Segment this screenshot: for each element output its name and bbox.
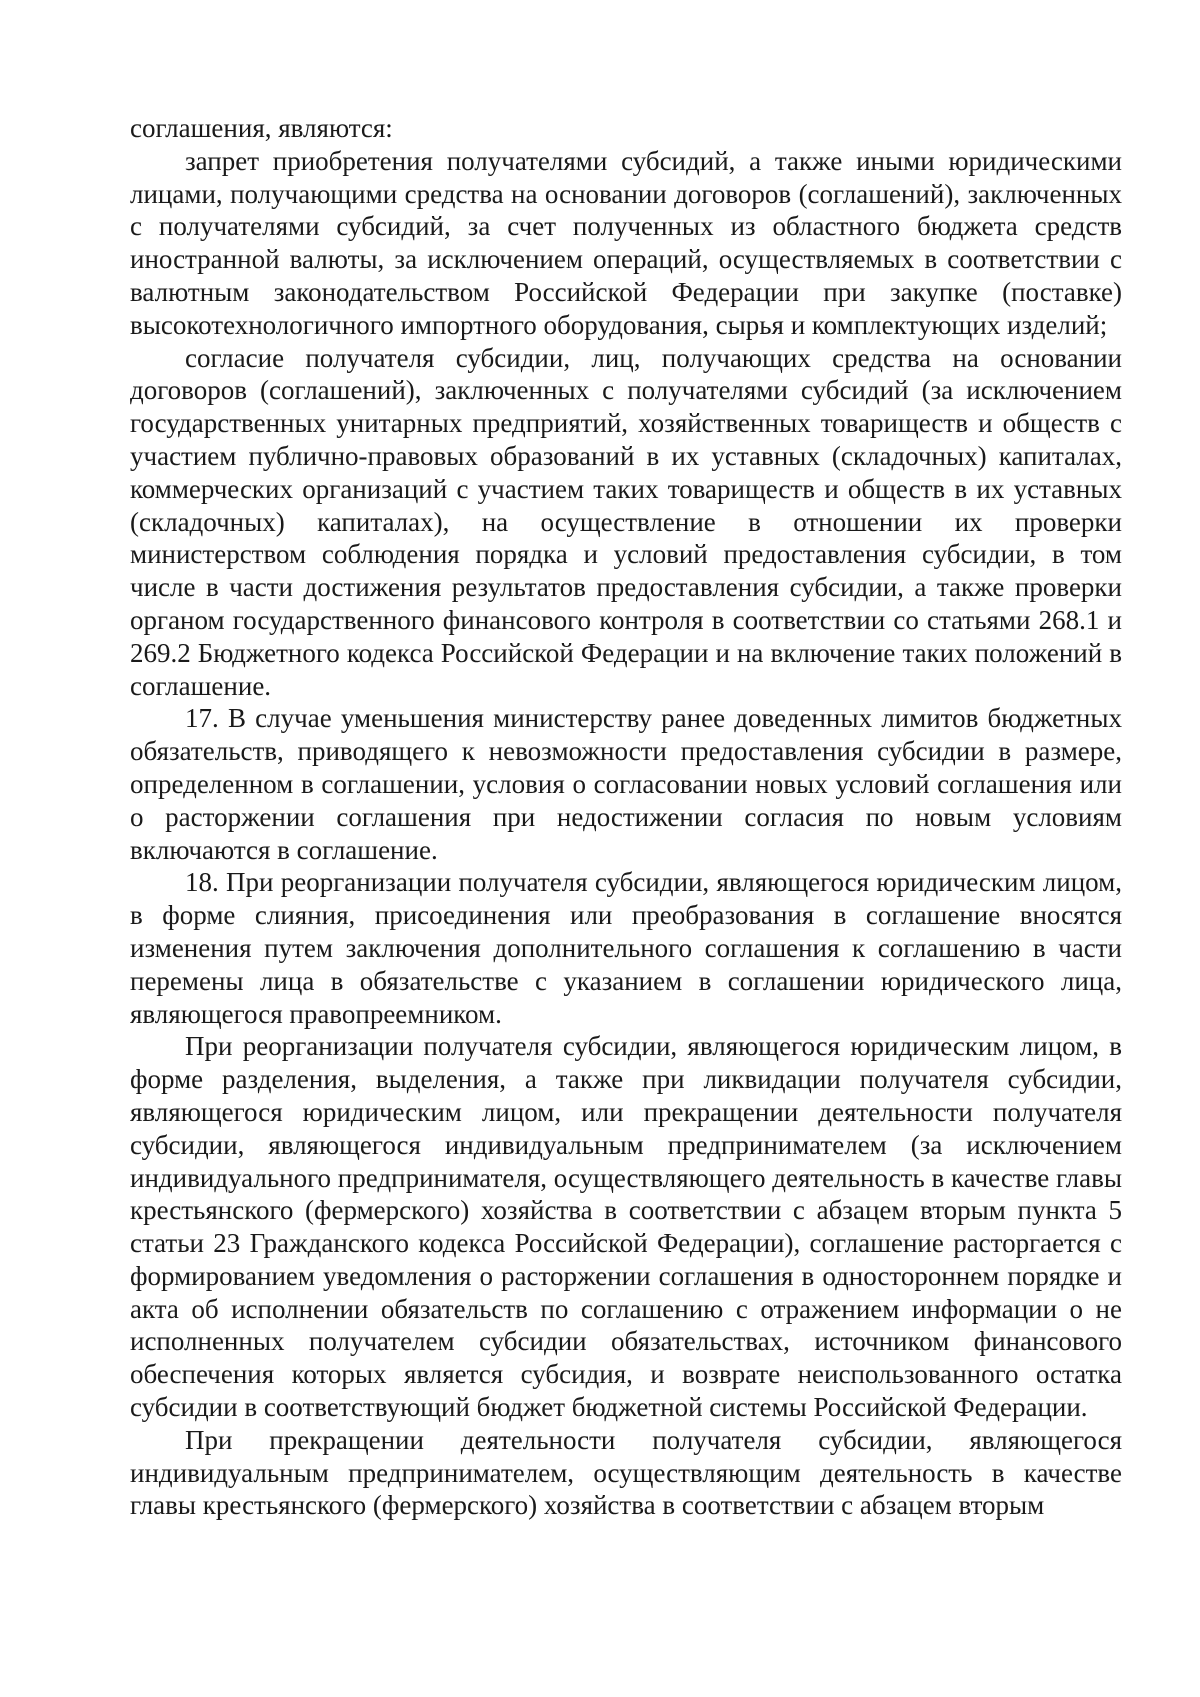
paragraph-reorganization: При реорганизации получателя субсидии, являющегося юридическим лицом, в форме разделения, выделения, а также при ликвидации получателя субсидии, являющегося юридическим лицом, или прекращении деятельности получателя субсидии, являющегося индивидуальным предпринимателем (за исключением индивидуального предпринимателя, осуществляющего деятельность в качестве главы крестьянского (фермерского) хозяйства в соответствии с абзацем вторым пункта 5 статьи 23 Гражданского кодекса Российской Федерации), соглашение расторгается с формированием уведомления о расторжении соглашения в одностороннем порядке и акта об исполнении обязательств по соглашению с отражением информации о не исполненных получателем субсидии обязательствах, источником финансового обеспечения которых является субсидия, и возврате неиспользованного остатка субсидии в соответствующий бюджет бюджетной системы Российской Федерации. (130, 1031, 1122, 1423)
document-page (130, 112, 1122, 1522)
paragraph-inspection-consent: согласие получателя субсидии, лиц, получающих средства на основании договоров (соглашений), заключенных с получателями субсидий (за исключением государственных унитарных предприятий, хозяйственных товариществ и обществ с участием публично-правовых образований в их уставных (складочных) капиталах, коммерческих организаций с участием таких товариществ и обществ в их уставных (складочных) капиталах), на осуществление в отношении их проверки министерством соблюдения порядка и условий предоставления субсидии, в том числе в части достижения результатов предоставления субсидии, а также проверки органом государственного финансового контроля в соответствии со статьями 268.1 и 269.2 Бюджетного кодекса Российской Федерации и на включение таких положений в соглашение. (130, 342, 1122, 701)
paragraph-termination: При прекращении деятельности получателя субсидии, являющегося индивидуальным предпринимателем, осуществляющим деятельность в качестве главы крестьянского (фермерского) хозяйства в соответствии с абзацем вторым (130, 1424, 1122, 1521)
paragraph-item-18: 18. При реорганизации получателя субсидии, являющегося юридическим лицом, в форме слияния, присоединения или преобразования в соглашение вносятся изменения путем заключения дополнительного соглашения к соглашению в части перемены лица в обязательстве с указанием в соглашении юридического лица, являющегося правопреемником. (130, 867, 1122, 1029)
paragraph-item-17: 17. В случае уменьшения министерству ранее доведенных лимитов бюджетных обязательств, приводящего к невозможности предоставления субсидии в размере, определенном в соглашении, условия о согласовании новых условий соглашения или о расторжении соглашения при недостижении согласия по новым условиям включаются в соглашение. (130, 703, 1122, 865)
paragraph-continuation: соглашения, являются: (130, 113, 393, 143)
paragraph-currency-ban: запрет приобретения получателями субсидий, а также иными юридическими лицами, получающими средства на основании договоров (соглашений), заключенных с получателями субсидий, за счет полученных из областного бюджета средств иностранной валюты, за исключением операций, осуществляемых в соответствии с валютным законодательством Российской Федерации при закупке (поставке) высокотехнологичного импортного оборудования, сырья и комплектующих изделий; (130, 145, 1122, 340)
